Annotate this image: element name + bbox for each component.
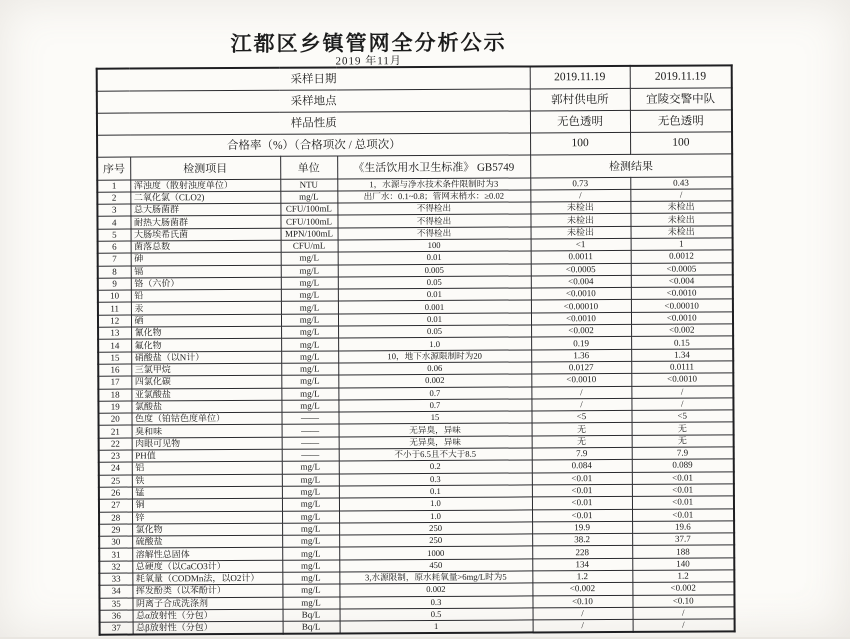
row-result-site1: / [531,398,631,411]
row-standard: 0.05 [338,276,531,289]
row-unit: CFU/100mL [280,215,337,228]
row-item: 铝 [132,462,282,475]
row-no: 36 [100,610,133,622]
row-result-site2: 0.0111 [631,361,733,374]
row-result-site1: 0.19 [531,337,631,350]
row-standard: 不得检出 [338,227,531,240]
row-no: 32 [99,561,132,573]
row-result-site2: 7.9 [632,447,734,460]
info-label: 合格率（%）（合格项次 / 总项次） [97,132,530,156]
row-standard: 0.3 [339,473,532,486]
row-no: 26 [99,487,132,499]
row-unit: mg/L [282,597,339,610]
row-result-site1: / [533,620,633,633]
row-no: 34 [99,585,132,597]
row-standard: 不小于6.5且不大于8.5 [339,448,532,461]
row-item: 总α放射性（分包） [133,609,283,622]
row-result-site1: 0.0127 [531,361,631,374]
row-unit: mg/L [282,510,339,523]
row-standard: 0.06 [338,362,531,375]
row-item: 汞 [131,302,281,315]
info-value-site1: 郭村供电所 [530,88,630,111]
row-standard: 出厂水：0.1~0.8；管网末梢水：≥0.02 [337,190,530,203]
row-item: 臭和味 [132,425,282,438]
row-result-site1: <0.0010 [531,288,631,301]
row-unit: Bq/L [283,621,340,634]
row-no: 29 [99,524,132,536]
row-result-site2: 188 [632,545,734,558]
row-standard: 0.2 [339,460,532,473]
row-unit: mg/L [282,584,339,597]
col-header-no: 序号 [97,157,130,180]
row-unit: mg/L [281,252,338,265]
row-result-site2: <0.00010 [631,299,733,312]
row-standard: 250 [339,534,532,547]
row-no: 5 [98,229,131,241]
row-item: 氯酸盐 [131,400,281,413]
row-unit: mg/L [281,375,338,388]
row-result-site1: / [530,189,630,202]
row-unit: mg/L [281,314,338,327]
row-standard: 0.002 [339,583,532,596]
row-result-site1: 未检出 [530,202,630,215]
row-result-site2: 1.34 [631,349,733,362]
row-result-site2: / [630,189,732,202]
row-unit: mg/L [282,560,339,573]
row-no: 8 [98,266,131,278]
row-result-site1: <0.10 [532,595,632,608]
table-body-section [97,176,734,635]
row-result-site1: 0.73 [530,177,630,190]
row-unit: mg/L [282,498,339,511]
row-no: 11 [98,303,131,315]
row-result-site2: 无 [632,435,734,448]
row-no: 37 [100,622,133,635]
row-no: 12 [98,315,131,327]
row-item: 总β放射性（分包） [133,621,283,634]
row-no: 4 [97,216,130,228]
row-standard: 0.005 [338,264,531,277]
row-item: 阴离子合成洗涤剂 [132,597,282,610]
row-item: 亚氯酸盐 [131,388,281,401]
info-value-site2: 宜陵交警中队 [630,87,732,110]
row-no: 22 [99,438,132,450]
row-standard: 0.3 [339,596,532,609]
info-label: 采样地点 [97,88,530,112]
row-standard: 10，地下水源限制时为20 [338,350,531,363]
row-result-site1: <0.002 [532,583,632,596]
row-result-site2: 0.15 [631,336,733,349]
row-no: 33 [99,573,132,585]
row-result-site2: <0.0005 [631,262,733,275]
row-item: 二氧化氯（CLO2) [130,191,280,204]
row-no: 28 [99,512,132,524]
row-standard: 1.0 [338,337,531,350]
row-item: 肉眼可见物 [132,437,282,450]
row-result-site1: 19.9 [532,521,632,534]
row-result-site1: <0.0010 [531,312,631,325]
row-result-site2: <0.002 [631,324,733,337]
row-standard: 15 [338,411,531,424]
row-no: 20 [98,413,131,425]
row-item: 锰 [132,486,282,499]
row-unit: mg/L [282,523,339,536]
row-standard: 0.05 [338,325,531,338]
row-item: 氰化物 [131,326,281,339]
row-standard: 0.01 [338,251,531,264]
row-no: 30 [99,536,132,548]
row-result-site2: <0.0010 [631,373,733,386]
row-unit: mg/L [282,547,339,560]
row-unit: mg/L [280,191,337,204]
row-result-site1: <0.01 [532,472,632,485]
table-head-section [97,65,733,179]
row-standard: 0.002 [338,374,531,387]
row-unit: mg/L [281,301,338,314]
row-result-site2: / [633,607,735,620]
row-result-site2: / [633,619,735,632]
row-no: 25 [99,475,132,487]
row-unit: NTU [280,178,337,191]
row-no: 27 [99,499,132,511]
row-item: 总大肠菌群 [130,203,280,216]
row-item: 铅 [131,289,281,302]
info-label: 样品性质 [97,110,530,134]
row-result-site2: 未检出 [630,201,732,214]
row-result-site2: <0.0010 [631,312,733,325]
row-no: 15 [98,352,131,364]
row-standard: 0.01 [338,288,531,301]
col-header-unit: 单位 [280,155,337,178]
row-unit: mg/L [281,351,338,364]
row-result-site2: 0.0012 [631,250,733,263]
row-result-site2: 37.7 [632,533,734,546]
row-no: 23 [99,450,132,462]
info-value-site1: 2019.11.19 [530,66,630,89]
row-standard: 不得检出 [337,214,530,227]
row-standard: 0.5 [340,608,533,621]
row-result-site2: 未检出 [631,226,733,239]
row-unit: mg/L [281,289,338,302]
row-no: 17 [98,376,131,388]
row-standard: 1.0 [339,509,532,522]
row-result-site1: / [531,386,631,399]
row-result-site1: 228 [532,546,632,559]
row-item: 浑浊度（散射浊度单位） [130,179,280,192]
column-header-row [97,153,732,179]
row-result-site2: 140 [632,558,734,571]
row-unit: mg/L [282,474,339,487]
row-no: 21 [99,425,132,437]
row-item: 硒 [131,314,281,327]
col-header-standard: 《生活饮用水卫生标准》 GB5749 [337,154,530,178]
row-unit: mg/L [281,363,338,376]
row-result-site1: 无 [532,435,632,448]
row-item: 菌落总数 [131,240,281,253]
info-value-site1: 100 [530,132,630,155]
row-result-site2: / [631,398,733,411]
analysis-table [96,64,736,636]
row-standard: 1 [340,620,533,634]
info-value-site2: 无色透明 [630,109,732,132]
row-unit: mg/L [282,572,339,585]
row-result-site2: 未检出 [630,213,732,226]
row-result-site2: 1 [631,238,733,251]
row-item: 耐热大肠菌群 [130,216,280,229]
row-result-site1: 0.084 [532,460,632,473]
row-item: 砷 [131,253,281,266]
row-result-site1: 134 [532,558,632,571]
row-item: 氟化物 [131,339,281,352]
row-result-site1: <0.01 [532,484,632,497]
row-item: 挥发酚类（以苯酚计） [132,585,282,598]
row-item: 总硬度（以CaCO3计） [132,560,282,573]
row-no: 7 [98,253,131,265]
row-result-site2: 无 [632,422,734,435]
row-item: 铬（六价） [131,277,281,290]
row-unit: mg/L [281,277,338,290]
col-header-result: 检测结果 [530,153,732,177]
row-item: 硫酸盐 [132,535,282,548]
row-unit: MPN/100mL [281,228,338,241]
row-unit: mg/L [281,326,338,339]
row-standard: 无异臭，异味 [339,423,532,436]
row-result-site1: / [533,607,633,620]
row-standard: 不得检出 [337,202,530,215]
row-no: 16 [98,364,131,376]
row-item: 硝酸盐（以N计） [131,351,281,364]
row-item: 锌 [132,511,282,524]
row-item: 铁 [132,474,282,487]
row-no: 18 [98,389,131,401]
row-unit: mg/L [281,338,338,351]
row-result-site1: <5 [531,411,631,424]
row-item: 溶解性总固体 [132,548,282,561]
row-result-site2: <0.004 [631,275,733,288]
row-no: 6 [98,241,131,253]
row-no: 9 [98,278,131,290]
row-result-site2: <0.01 [632,496,734,509]
row-result-site2: <0.10 [632,594,734,607]
row-result-site1: 7.9 [532,447,632,460]
table-row [100,619,735,635]
row-standard: 250 [339,522,532,535]
row-result-site2: / [631,385,733,398]
row-item: 大肠埃希氏菌 [131,228,281,241]
row-result-site2: 0.089 [632,459,734,472]
info-label: 采样日期 [97,66,530,90]
row-no: 19 [98,401,131,413]
row-no: 13 [98,327,131,339]
row-unit: mg/L [282,486,339,499]
row-item: PH值 [132,449,282,462]
page-title: 江都区乡镇管网全分析公示 [230,30,507,57]
row-result-site1: 未检出 [530,214,630,227]
row-result-site2: 1.2 [632,570,734,583]
row-unit: mg/L [282,461,339,474]
info-value-site2: 100 [630,131,732,154]
row-result-site1: 无 [532,423,632,436]
row-unit: mg/L [281,265,338,278]
info-value-site2: 2019.11.19 [630,65,732,88]
row-item: 三氯甲烷 [131,363,281,376]
row-result-site2: <0.01 [632,508,734,521]
row-no: 10 [98,290,131,302]
row-unit: —— [281,412,338,425]
row-result-site1: <0.0005 [531,263,631,276]
row-standard: 0.01 [338,313,531,326]
row-result-site1: <1 [531,238,631,251]
row-standard: 0.001 [338,300,531,313]
row-result-site2: <0.01 [632,472,734,485]
row-result-site1: <0.00010 [531,300,631,313]
row-standard: 0.7 [338,399,531,412]
col-header-item: 检测项目 [130,156,280,180]
row-result-site1: 1.2 [532,570,632,583]
row-standard: 无异臭，异味 [339,436,532,449]
row-result-site1: <0.01 [532,497,632,510]
row-result-site2: 0.43 [630,176,732,189]
row-item: 四氯化碳 [131,376,281,389]
page-subtitle: 2019 年11月 [335,55,402,68]
row-no: 31 [99,548,132,560]
row-no: 1 [97,180,130,192]
row-standard: 100 [338,239,531,252]
row-item: 色度（铂钴色度单位） [131,412,281,425]
row-result-site1: <0.002 [531,324,631,337]
row-unit: mg/L [281,388,338,401]
row-result-site2: <0.0010 [631,287,733,300]
row-unit: mg/L [281,400,338,413]
row-unit: —— [282,437,339,450]
row-item: 铜 [132,498,282,511]
row-result-site1: <0.004 [531,275,631,288]
row-standard: 1.0 [339,497,532,510]
row-no: 35 [99,598,132,610]
row-result-site1: <0.0010 [531,374,631,387]
row-unit: mg/L [282,535,339,548]
row-result-site2: 19.6 [632,521,734,534]
row-result-site1: 0.0011 [531,251,631,264]
row-item: 氯化物 [132,523,282,536]
row-result-site2: <5 [631,410,733,423]
row-result-site1: 38.2 [532,534,632,547]
row-item: 耗氧量（CODMn法，以O2计） [132,572,282,585]
row-standard: 1，水源与净水技术条件限制时为3 [337,177,530,190]
row-result-site1: 未检出 [531,226,631,239]
row-result-site2: <0.01 [632,484,734,497]
row-standard: 3,水源限制，原水耗氧量>6mg/L时为5 [339,571,532,584]
row-unit: CFU/mL [281,240,338,253]
row-unit: —— [282,424,339,437]
row-no: 2 [97,192,130,204]
row-no: 14 [98,339,131,351]
row-result-site1: <0.01 [532,509,632,522]
row-unit: Bq/L [283,609,340,622]
row-standard: 450 [339,559,532,572]
row-result-site1: 1.36 [531,349,631,362]
row-standard: 1000 [339,546,532,559]
row-no: 24 [99,462,132,474]
row-item: 镉 [131,265,281,278]
row-result-site2: <0.002 [632,582,734,595]
row-no: 3 [97,204,130,216]
row-standard: 0.7 [338,386,531,399]
row-unit: —— [282,449,339,462]
row-unit: CFU/100mL [280,203,337,216]
info-value-site1: 无色透明 [530,110,630,133]
row-standard: 0.1 [339,485,532,498]
